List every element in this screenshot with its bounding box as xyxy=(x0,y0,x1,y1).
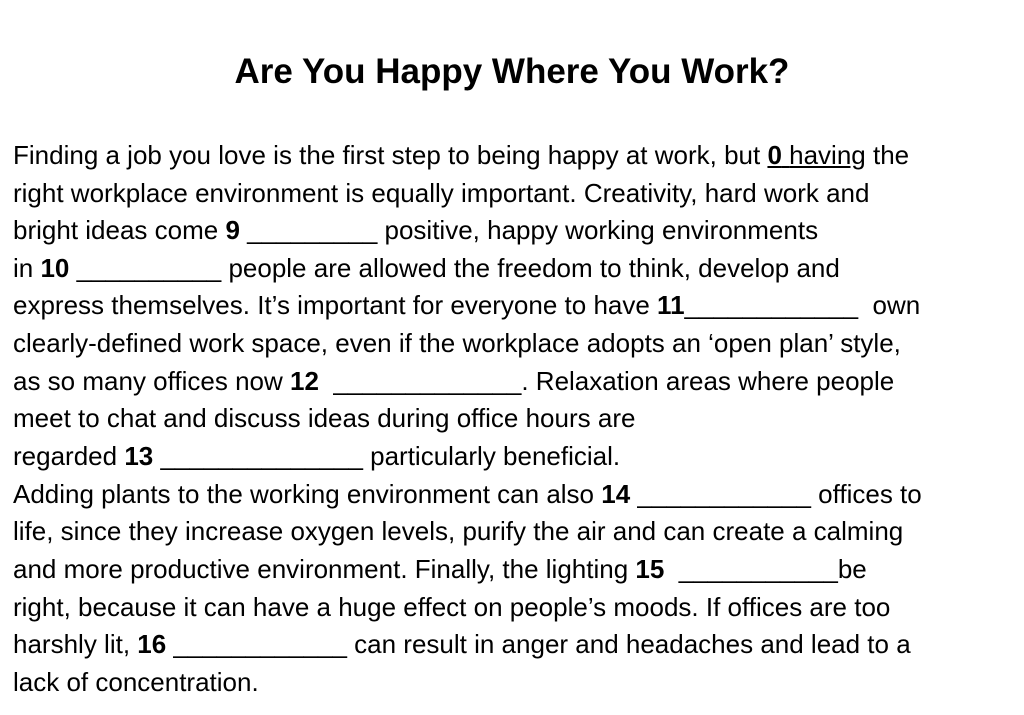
text-line xyxy=(13,513,903,550)
text-segment: bright ideas come xyxy=(13,215,226,245)
text-segment: meet to chat and discuss ideas during office hours are xyxy=(13,403,636,433)
text-line xyxy=(13,212,818,249)
text-segment: harshly lit, xyxy=(13,629,138,659)
gap-blank-9: _________ positive, happy working environments xyxy=(239,215,819,245)
text-segment: right, because it can have a huge effect on people’s moods. If offices are too xyxy=(13,592,891,622)
gap-blank-13: ______________ particularly beneficial. xyxy=(153,441,621,471)
gap-number-example: 0 xyxy=(767,140,782,170)
text-segment: the xyxy=(865,140,910,170)
text-segment: life, since they increase oxygen levels, purify the air and can create a calming xyxy=(13,516,904,546)
text-segment: Adding plants to the working environment can also xyxy=(13,479,602,509)
text-segment: Finding a job you love is the first step to being happy at work, but xyxy=(13,140,768,170)
gap-number-12: 12 xyxy=(290,366,319,396)
text-line xyxy=(13,363,894,400)
text-segment: as so many offices now xyxy=(13,366,290,396)
gap-number-15: 15 xyxy=(635,554,665,584)
text-segment: in xyxy=(13,253,41,283)
text-segment: and more productive environment. Finally, the lighting xyxy=(13,554,636,584)
gap-blank-15: ___________be xyxy=(664,554,867,584)
text-line xyxy=(13,476,922,513)
text-line xyxy=(13,287,920,324)
text-line xyxy=(13,626,911,663)
page-title: Are You Happy Where You Work? xyxy=(234,52,790,91)
text-line xyxy=(13,325,901,362)
text-line xyxy=(13,589,890,626)
example-answer: having xyxy=(789,140,866,170)
text-segment: right workplace environment is equally important. Creativity, hard work and xyxy=(13,178,870,208)
gap-blank-11: ____________ own xyxy=(684,290,921,320)
text-segment: regarded xyxy=(13,441,125,471)
gap-blank-16: ____________ can result in anger and headaches and lead to a xyxy=(166,629,911,659)
gap-number-10: 10 xyxy=(40,253,70,283)
text-line xyxy=(13,551,867,588)
text-segment: express themselves. It’s important for everyone to have xyxy=(13,290,658,320)
gap-blank-12: _____________. Relaxation areas where people xyxy=(318,366,895,396)
text-line xyxy=(13,438,620,475)
text-segment: clearly-defined work space, even if the workplace adopts an ‘open plan’ style, xyxy=(13,328,901,358)
gap-number-11: 11 xyxy=(657,290,685,320)
gap-blank-14: ____________ offices to xyxy=(630,479,922,509)
text-line xyxy=(13,250,840,287)
text-segment: lack of concentration. xyxy=(13,667,259,697)
gap-blank-10: __________ people are allowed the freedom to think, develop and xyxy=(69,253,840,283)
gap-number-14: 14 xyxy=(601,479,631,509)
text-line xyxy=(13,137,909,174)
text-line xyxy=(13,400,635,437)
gap-number-9: 9 xyxy=(225,215,240,245)
text-line xyxy=(13,664,259,701)
gap-number-13: 13 xyxy=(124,441,154,471)
text-line xyxy=(13,175,869,212)
gap-number-16: 16 xyxy=(137,629,167,659)
